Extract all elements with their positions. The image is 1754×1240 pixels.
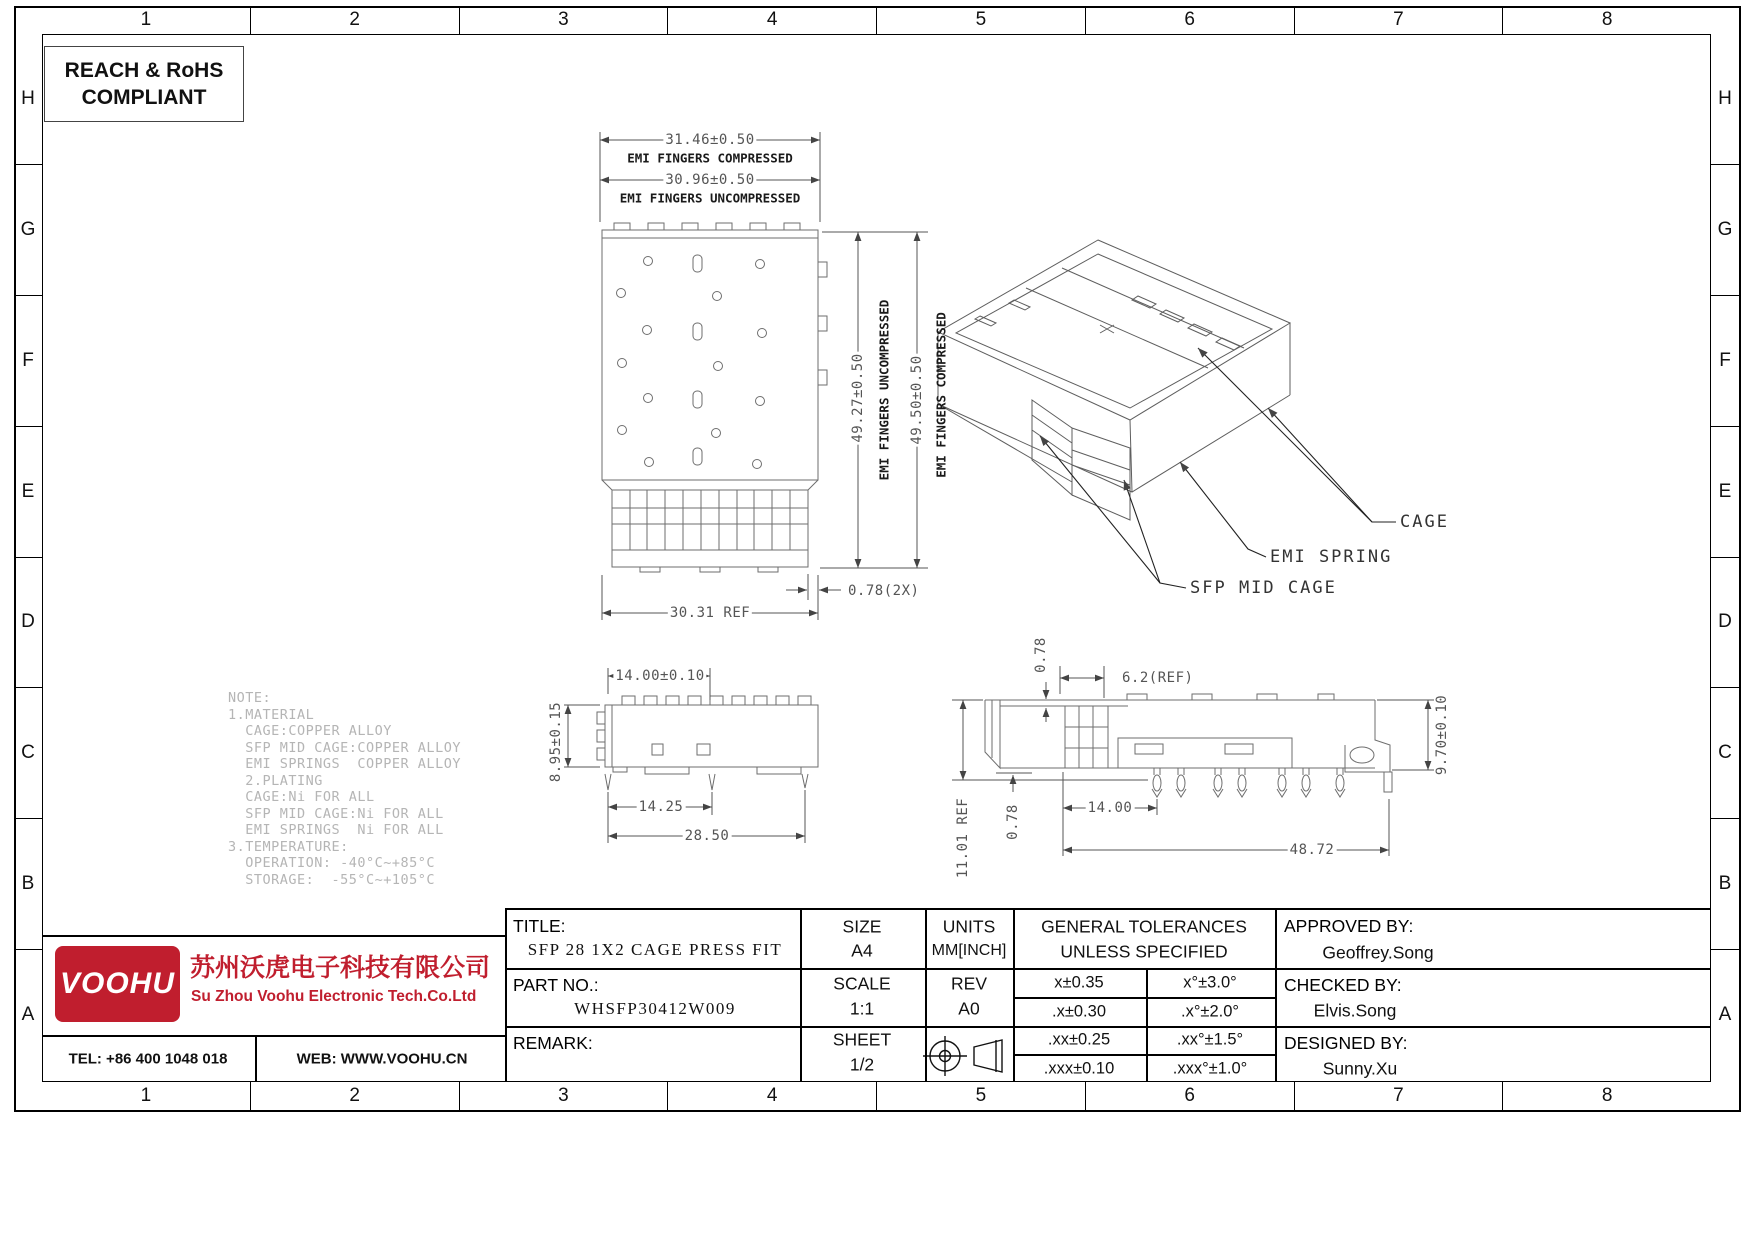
titleblock-line xyxy=(505,968,1711,970)
tolerance-xdeg: x°±3.0° xyxy=(1183,973,1237,992)
dim-width-ref: 30.31 REF xyxy=(669,605,751,621)
tolerance-dxx: .xx±0.25 xyxy=(1047,1030,1111,1049)
units-value: MM[INCH] xyxy=(931,942,1007,959)
dim-side-pin-pitch: 14.00 xyxy=(1087,800,1133,816)
tolerances-label-1: GENERAL TOLERANCES xyxy=(1041,916,1247,937)
company-web: WEB: WWW.VOOHU.CN xyxy=(296,1050,468,1068)
grid-ref-5: 5 xyxy=(876,6,1085,34)
bottom-view-drawing xyxy=(597,696,818,790)
note-line: NOTE: xyxy=(228,690,272,706)
checked-value: Elvis.Song xyxy=(1313,1000,1397,1021)
grid-ref-B: B xyxy=(14,818,42,949)
note-line: EMI SPRINGS COPPER ALLOY xyxy=(228,756,461,772)
rev-value: A0 xyxy=(958,998,980,1019)
tolerance-dxxdeg: .xx°±1.5° xyxy=(1176,1030,1244,1049)
dim-bottom-leg-pitch: 14.25 xyxy=(638,799,684,815)
grid-ref-2: 2 xyxy=(250,1082,459,1110)
titleblock-line xyxy=(505,908,507,1082)
grid-ref-1: 1 xyxy=(140,1085,152,1106)
size-value: A4 xyxy=(851,940,873,961)
company-logo-text: VOOHU xyxy=(59,967,175,1000)
grid-ref-B: B xyxy=(1711,818,1739,949)
grid-ref-F: F xyxy=(14,295,42,426)
label-emi-spring: EMI SPRING xyxy=(1270,547,1393,567)
scale-label: SCALE xyxy=(833,973,891,994)
part-no-label: PART NO.: xyxy=(513,975,599,995)
dim-width-uncompressed: 30.96±0.50 xyxy=(665,172,755,188)
dim-height-uncompressed: 49.27±0.50 xyxy=(850,353,866,443)
dim-width-compressed: 31.46±0.50 xyxy=(665,132,755,148)
third-angle-projection-icon xyxy=(923,1036,1002,1076)
label-cage: CAGE xyxy=(1400,512,1449,532)
dim-side-flange: 0.78 xyxy=(1033,637,1049,673)
units-label: UNITS xyxy=(942,916,996,937)
note-line: SFP MID CAGE:COPPER ALLOY xyxy=(228,739,461,756)
tolerances-label-2: UNLESS SPECIFIED xyxy=(1060,941,1228,962)
grid-ref-G: G xyxy=(1711,164,1739,295)
front-view-drawing xyxy=(602,223,827,572)
note-line: EMI SPRINGS Ni FOR ALL xyxy=(228,822,444,838)
grid-ref-2: 2 xyxy=(250,6,459,34)
compliance-badge xyxy=(44,46,244,122)
dim-height-compressed: 49.50±0.50 xyxy=(909,355,925,445)
grid-ref-7: 7 xyxy=(1294,1082,1503,1110)
titleblock-line xyxy=(1146,968,1148,1082)
designed-label: DESIGNED BY: xyxy=(1284,1033,1408,1053)
company-tel: TEL: +86 400 1048 018 xyxy=(68,1050,228,1068)
approved-label: APPROVED BY: xyxy=(1284,916,1414,936)
titleblock-line xyxy=(505,1026,1711,1028)
grid-ref-D: D xyxy=(1711,557,1739,688)
dim-offset-2x: 0.78(2X) xyxy=(848,583,920,599)
note-line: 3.TEMPERATURE: xyxy=(228,838,349,855)
drawing-title: SFP 28 1X2 CAGE PRESS FIT xyxy=(527,940,783,959)
note-line: CAGE:COPPER ALLOY xyxy=(228,723,392,739)
checked-label: CHECKED BY: xyxy=(1284,975,1402,995)
title-label: TITLE: xyxy=(513,916,566,936)
grid-ref-1: 1 xyxy=(140,9,152,30)
label-sfp-mid-cage: SFP MID CAGE xyxy=(1190,578,1337,598)
tolerance-dxdeg: .x°±2.0° xyxy=(1180,1002,1240,1021)
titleblock-line xyxy=(42,935,505,937)
part-no-value: WHSFP30412W009 xyxy=(574,999,736,1018)
grid-ref-4: 4 xyxy=(667,6,876,34)
titleblock-line xyxy=(1013,997,1275,999)
sheet-label: SHEET xyxy=(832,1029,892,1050)
grid-ref-G: G xyxy=(14,164,42,295)
dim-side-length: 48.72 xyxy=(1289,842,1335,858)
grid-ref-3: 3 xyxy=(459,1082,668,1110)
dim-bottom-width: 28.50 xyxy=(684,828,730,844)
dim-bottom-pitch: 14.00±0.10 xyxy=(615,668,705,684)
dim-side-height: 9.70±0.10 xyxy=(1434,694,1450,776)
grid-ref-4: 4 xyxy=(667,1082,876,1110)
rev-label: REV xyxy=(951,973,987,994)
dim-side-nose: 6.2(REF) xyxy=(1122,670,1194,686)
iso-view-drawing xyxy=(938,240,1290,520)
titleblock-line xyxy=(1275,908,1277,1082)
titleblock-line xyxy=(1013,1054,1275,1056)
grid-ref-E: E xyxy=(1711,426,1739,557)
grid-ref-C: C xyxy=(1711,687,1739,818)
scale-value: 1:1 xyxy=(849,998,875,1019)
titleblock-line xyxy=(1013,908,1015,1082)
approved-value: Geoffrey.Song xyxy=(1322,942,1434,963)
grid-ref-6: 6 xyxy=(1085,6,1294,34)
note-line: CAGE:Ni FOR ALL xyxy=(228,789,375,805)
titleblock-line xyxy=(800,908,802,1082)
bottom-view-dimensions xyxy=(558,668,805,843)
grid-ref-C: C xyxy=(14,687,42,818)
grid-ref-E: E xyxy=(14,426,42,557)
company-name-cn: 苏州沃虎电子科技有限公司 xyxy=(190,954,491,982)
size-label: SIZE xyxy=(842,916,882,937)
remark-label: REMARK: xyxy=(513,1033,593,1053)
grid-ref-5: 5 xyxy=(876,1082,1085,1110)
tolerance-x: x±0.35 xyxy=(1054,973,1104,992)
titleblock-line xyxy=(505,908,1711,910)
tolerance-dx: .x±0.30 xyxy=(1051,1002,1107,1021)
note-line: 1.MATERIAL xyxy=(228,706,315,723)
dim-height-uncompressed-label: EMI FINGERS UNCOMPRESSED xyxy=(876,299,892,481)
grid-ref-8: 8 xyxy=(1502,1082,1711,1110)
grid-ref-H: H xyxy=(1718,87,1732,109)
dim-width-compressed-label: EMI FINGERS COMPRESSED xyxy=(627,150,793,166)
grid-ref-8: 8 xyxy=(1502,6,1711,34)
compliance-line2: COMPLIANT xyxy=(81,86,207,109)
sheet-value: 1/2 xyxy=(849,1054,875,1075)
company-name-en: Su Zhou Voohu Electronic Tech.Co.Ltd xyxy=(191,988,477,1005)
dim-width-uncompressed-label: EMI FINGERS UNCOMPRESSED xyxy=(619,190,801,206)
dim-height-compressed-label: EMI FINGERS COMPRESSED xyxy=(933,312,949,478)
tolerance-dxxx: .xxx±0.10 xyxy=(1043,1059,1115,1078)
company-logo xyxy=(55,946,180,1022)
grid-ref-H: H xyxy=(21,87,35,109)
designed-value: Sunny.Xu xyxy=(1322,1058,1398,1079)
note-line: STORAGE: -55°C~+105°C xyxy=(228,871,436,888)
note-line: 2.PLATING xyxy=(228,772,323,789)
note-line: OPERATION: -40°C~+85°C xyxy=(228,855,436,871)
grid-ref-6: 6 xyxy=(1085,1082,1294,1110)
dim-bottom-height: 8.95±0.15 xyxy=(548,701,564,783)
titleblock-line xyxy=(925,908,927,1082)
grid-ref-D: D xyxy=(14,557,42,688)
grid-ref-A: A xyxy=(1711,949,1739,1080)
note-line: SFP MID CAGE:Ni FOR ALL xyxy=(228,805,444,822)
grid-ref-7: 7 xyxy=(1294,6,1503,34)
titleblock-line xyxy=(255,1035,257,1082)
compliance-line1: REACH & RoHS xyxy=(64,59,224,82)
dim-side-total-height: 11.01 REF xyxy=(955,797,971,879)
material-note xyxy=(228,690,461,888)
dim-side-standoff: 0.78 xyxy=(1005,804,1021,840)
tolerance-dxxxdeg: .xxx°±1.0° xyxy=(1172,1059,1248,1078)
titleblock-line xyxy=(42,1035,505,1037)
grid-ref-3: 3 xyxy=(459,6,668,34)
grid-ref-A: A xyxy=(14,949,42,1080)
grid-ref-F: F xyxy=(1711,295,1739,426)
